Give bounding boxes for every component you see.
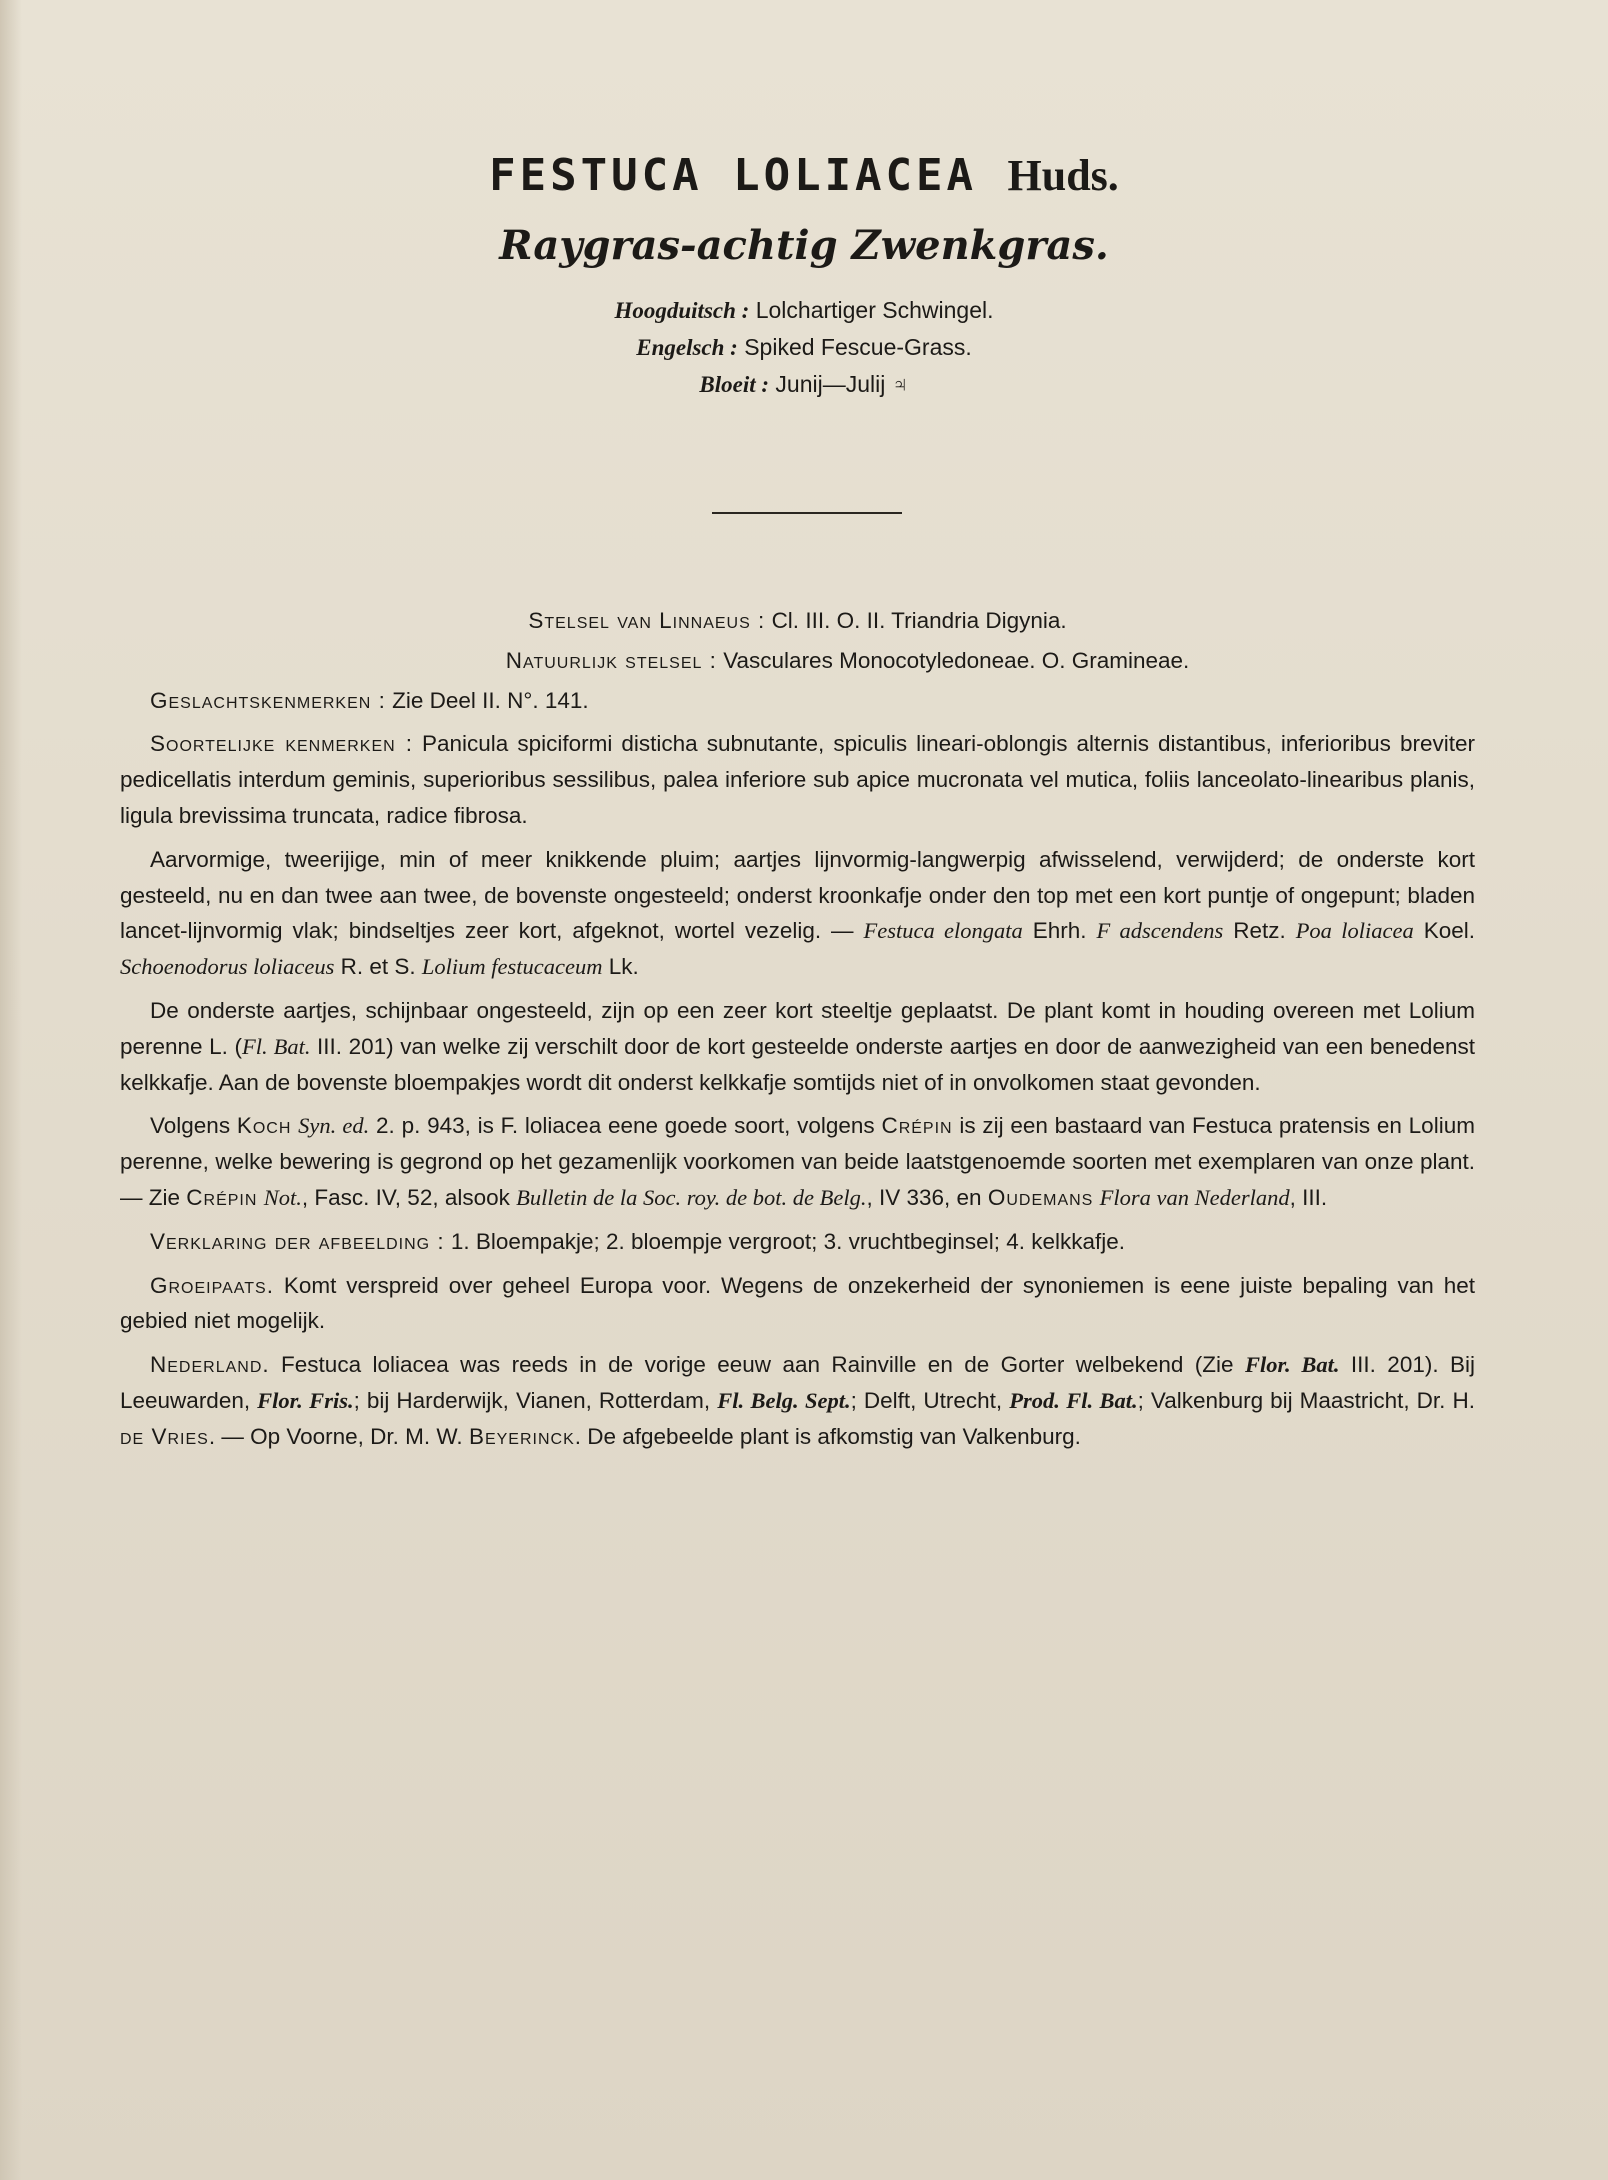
page-title xyxy=(0,150,1608,201)
para1-text-b: III. 201) van welke zij verschilt door de kort gesteelde onderste aartjes en door de aanwezigheid van een benedenst kelkkafje. Aan de bovenste bloempakjes wordt dit onderst kelkkafje somtijds niet of in onvolkomen staat gevonden. xyxy=(120,1033,1475,1095)
para2-text-c: is zij een bastaard van Festuca pratensis en Lolium perenne, welke bewering is gegrond op het gezamenlijk voorkomen van beide laatstgenoemde soorten met exemplaren van onze plant. — Zie xyxy=(120,1113,1475,1210)
para1-text-a: De onderste aartjes, schijnbaar ongesteeld, zijn op een zeer kort steeltje geplaatst. De plant komt in houding overeen met Lolium perenne L. ( xyxy=(120,997,1475,1059)
verklaring-label: Verklaring der afbeelding : xyxy=(150,1228,445,1254)
para2-text-d: , Fasc. IV, 52, alsook xyxy=(301,1184,510,1210)
english-label: Engelsch : xyxy=(636,335,738,360)
synonym-3: Poa loliacea xyxy=(1295,918,1414,944)
groeipaats-value: Komt verspreid over geheel Europa voor. Wegens de onzekerheid der synoniemen is eene juiste bepaling van het gebied niet mogelijk. xyxy=(120,1272,1475,1334)
ned-text-a: Festuca loliacea was reeds in de vorige eeuw aan Rainville en de Gorter welbekend (Zie xyxy=(281,1352,1234,1378)
species-paragraph xyxy=(120,726,1475,833)
para2-not: Not. xyxy=(263,1184,302,1210)
notes-paragraph-1 xyxy=(120,993,1475,1100)
ned-prod-fl-bat: Prod. Fl. Bat. xyxy=(1009,1387,1138,1413)
para1-ref: Fl. Bat. xyxy=(242,1033,311,1059)
synonym-2: F adscendens xyxy=(1096,918,1224,944)
natural-system-line xyxy=(120,643,1475,679)
desc-text: Aarvormige, tweerijige, min of meer knikkende pluim; aartjes lijnvormig-langwerpig afwisselend, verwijderd; de onderste kort gesteeld, nu en dan twee aan twee, de bovenste ongesteeld; onderst kroonkafje onder den top met een kort puntje of ongepunt; bladen lancet-lijnvormig vlak; bindseltjes zeer kort, afgeknot, wortel vezelig. — xyxy=(120,846,1475,944)
synonym-4-author: R. et S. xyxy=(340,954,416,980)
common-names xyxy=(0,292,1608,403)
para2-text-a: Volgens xyxy=(150,1113,231,1139)
ned-text-d: ; Delft, Utrecht, xyxy=(850,1387,1003,1413)
german-label: Hoogduitsch : xyxy=(614,298,750,323)
synonym-5: Lolium festucaceum xyxy=(421,954,603,980)
divider xyxy=(712,512,902,514)
dutch-name: Raygras-achtig Zwenkgras. xyxy=(499,222,1109,269)
ned-de-vries: de Vries xyxy=(120,1423,209,1449)
groeipaats-label: Groeipaats. xyxy=(150,1272,274,1298)
english-name-line xyxy=(0,329,1608,366)
ned-flor-bat: Flor. Bat. xyxy=(1244,1352,1340,1378)
figure-explanation xyxy=(120,1224,1475,1260)
ned-text-c: ; bij Harderwijk, Vianen, Rotterdam, xyxy=(353,1387,711,1413)
nederland-label: Nederland. xyxy=(150,1352,270,1378)
genus-line xyxy=(120,683,1475,719)
para2-crepin-2: Crépin xyxy=(186,1184,258,1210)
english-name: Spiked Fescue-Grass. xyxy=(744,334,972,360)
linnaeus-line xyxy=(120,603,1475,639)
ned-text-f: . — Op Voorne, Dr. M. W. xyxy=(208,1423,463,1449)
german-name: Lolchartiger Schwingel. xyxy=(755,297,994,323)
ned-text-b: III. 201). Bij Leeuwarden, xyxy=(120,1352,1475,1413)
perennial-symbol-icon: ♃ xyxy=(891,371,909,397)
para2-bulletin: Bulletin de la Soc. roy. de bot. de Belg. xyxy=(516,1184,867,1210)
title-author: Huds. xyxy=(1007,151,1119,200)
species-label: Soortelijke kenmerken : xyxy=(150,731,413,757)
genus-label: Geslachtskenmerken : xyxy=(150,687,386,713)
dutch-description-paragraph xyxy=(120,842,1475,985)
genus-species: FESTUCA LOLIACEA xyxy=(489,150,978,201)
verklaring-value: 1. Bloempakje; 2. bloempje vergroot; 3. vruchtbeginsel; 4. kelkkafje. xyxy=(450,1228,1126,1254)
ned-text-e: ; Valkenburg bij Maastricht, Dr. H. xyxy=(1137,1387,1475,1413)
synonym-3-author: Koel. xyxy=(1423,918,1475,944)
synonym-4: Schoenodorus loliaceus xyxy=(120,954,335,980)
ned-flor-fris: Flor. Fris. xyxy=(257,1387,354,1413)
linnaeus-value: Cl. III. O. II. Triandria Digynia. xyxy=(771,608,1067,633)
german-name-line xyxy=(0,292,1608,329)
description-body xyxy=(120,603,1475,1463)
synonym-5-author: Lk. xyxy=(608,954,639,980)
para2-text-b: 2. p. 943, is F. loliacea eene goede soort, volgens xyxy=(376,1113,875,1139)
para2-crepin: Crépin xyxy=(881,1113,953,1139)
para2-koch: Koch xyxy=(236,1113,292,1139)
netherlands-paragraph xyxy=(120,1347,1475,1454)
synonym-2-author: Retz. xyxy=(1233,918,1286,944)
para2-text-f: , III. xyxy=(1289,1184,1328,1210)
habitat-paragraph xyxy=(120,1268,1475,1340)
notes-paragraph-2 xyxy=(120,1108,1475,1215)
natural-value: Vasculares Monocotyledoneae. O. Gramineae. xyxy=(723,647,1190,673)
para2-text-e: , IV 336, en xyxy=(866,1184,982,1210)
natural-label: Natuurlijk stelsel : xyxy=(505,647,717,673)
bloom-label: Bloeit : xyxy=(699,372,770,397)
ned-beyerinck: Beyerinck xyxy=(468,1423,575,1449)
ned-fl-belg: Fl. Belg. Sept. xyxy=(717,1387,851,1413)
para2-flora: Flora van Nederland xyxy=(1099,1184,1290,1210)
linnaeus-label: Stelsel van Linnaeus : xyxy=(528,608,766,633)
species-value: Panicula spiciformi disticha subnutante, spiculis lineari-oblongis alternis distantibus, inferioribus breviter pedicellatis interdum geminis, superioribus sessilibus, palea inferiore sub apice mucronata vel mutica, foliis lanceolato-linearibus planis, ligula brevissima truncata, radice fibrosa. xyxy=(120,731,1475,828)
para2-syn: Syn. ed. xyxy=(298,1113,370,1139)
synonym-1-author: Ehrh. xyxy=(1032,918,1087,944)
genus-value: Zie Deel II. N°. 141. xyxy=(392,687,589,713)
bloom-value: Junij—Julij xyxy=(775,371,886,397)
synonym-1: Festuca elongata xyxy=(863,918,1023,944)
bloom-line xyxy=(0,366,1608,403)
para2-oudemans: Oudemans xyxy=(987,1184,1094,1210)
ned-text-g: . De afgebeelde plant is afkomstig van Valkenburg. xyxy=(574,1423,1081,1449)
